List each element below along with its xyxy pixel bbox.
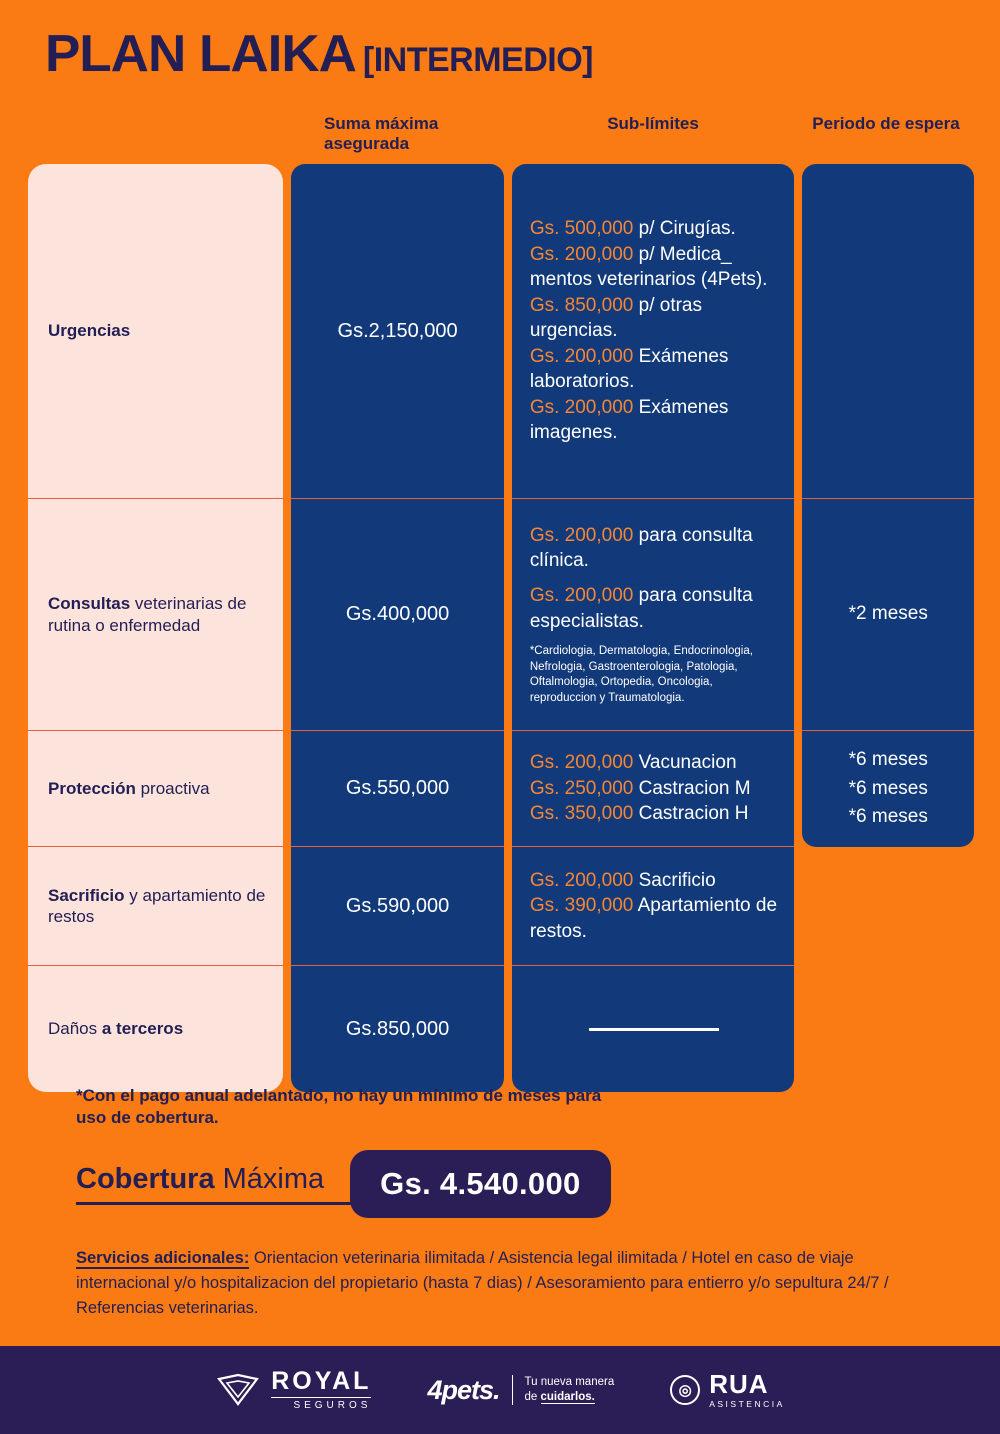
plan-tier-tag: [INTERMEDIO] (362, 41, 593, 79)
sublimit-text: Castracion M (633, 777, 751, 799)
espera-value: *2 meses (848, 603, 928, 625)
espera-value: *6 meses (848, 806, 928, 828)
sublimit-text: p/ otras urgencias. (529, 294, 703, 342)
servicios-text: Orientacion veterinaria ilimitada / Asistencia legal ilimitada / Hotel en caso de viaje internacional y/o hospitalizacion del propietario (hasta 7 dias) / Asesoramiento para entierro y/o sepultura 24/7 / Referencias veterinarias. (76, 1249, 889, 1317)
sublimits-cell-empty (512, 966, 795, 1092)
column-header-coverage (28, 112, 290, 164)
sublimit-text: Exámenes imagenes. (529, 396, 729, 444)
sublimit-text: p/ Cirugías. (633, 218, 736, 240)
sublimit-amount: Gs. 200,000 (529, 869, 634, 891)
column-header-espera: Periodo de espera (812, 114, 960, 133)
coverage-label-rest: proactiva (135, 778, 210, 798)
coverage-column (28, 164, 283, 1092)
rua-circle-icon: ◎ (670, 1375, 700, 1405)
espera-cell (802, 164, 974, 499)
rua-asistencia-logo (670, 1371, 785, 1409)
sublimit-text: para consulta clínica. (529, 524, 753, 572)
royal-name: ROYAL (271, 1367, 372, 1395)
fourpets-logo (427, 1375, 614, 1406)
fourpets-slogan-line2: de (524, 1391, 541, 1403)
table-row (28, 847, 283, 966)
rua-wordmark (709, 1371, 785, 1409)
suma-cell: Gs.400,000 (291, 499, 503, 731)
plan-name: PLAN LAIKA (44, 25, 356, 83)
sublimits-cell (512, 499, 795, 731)
rua-name: RUA (709, 1369, 769, 1400)
sublimit-amount: Gs. 390,000 (529, 895, 634, 917)
sublimits-cell (512, 164, 795, 499)
royal-wordmark (271, 1369, 371, 1411)
sublimit-amount: Gs. 850,000 (529, 294, 634, 316)
suma-cell: Gs.2,150,000 (291, 164, 503, 499)
sublimit-text: Castracion H (633, 803, 749, 825)
sublimit-text: Sacrificio (633, 869, 716, 891)
coverage-label-rest: Daños (48, 1019, 102, 1039)
sublimit-amount: Gs. 200,000 (529, 345, 634, 367)
suma-cell: Gs.590,000 (291, 847, 503, 966)
suma-cell: Gs.850,000 (345, 1017, 450, 1040)
royal-seguros-logo (215, 1369, 371, 1411)
sublimit-fineprint: *Cardiologia, Dermatologia, Endocrinologia, Nefrologia, Gastroenterologia, Patologia, Oftalmologia, Ortopedia, Oncologia, reproduccion y Traumatologia. (529, 645, 753, 704)
page-title (44, 24, 593, 84)
servicios-label: Servicios adicionales: (76, 1249, 250, 1267)
sublimits-cell (512, 731, 795, 847)
espera-cell (802, 731, 974, 847)
table-row (28, 499, 283, 731)
espera-column (802, 164, 974, 847)
table-row (28, 164, 283, 499)
footer-logos (0, 1346, 1000, 1434)
coverage-label-bold: Sacrificio (48, 885, 125, 905)
sublimits-cell (512, 847, 795, 966)
espera-value: *6 meses (848, 777, 928, 799)
suma-cell: Gs.550,000 (291, 731, 503, 847)
servicios-adicionales (76, 1246, 936, 1320)
sublimit-amount: Gs. 200,000 (529, 585, 634, 607)
coverage-label-bold: Urgencias (48, 321, 131, 341)
rua-sub: ASISTENCIA (709, 1399, 785, 1410)
sublimits-column (512, 164, 795, 1092)
royal-sub: SEGUROS (271, 1397, 371, 1411)
column-header-suma: Suma máxima asegurada (324, 114, 439, 153)
sublimit-text: p/ Medica_ mentos veterinarios (4Pets). (529, 243, 768, 291)
espera-cell (802, 499, 974, 731)
espera-value: *6 meses (848, 749, 928, 771)
sublimit-amount: Gs. 200,000 (529, 524, 634, 546)
cobertura-label (76, 1163, 384, 1205)
sublimit-text: Exámenes laboratorios. (529, 345, 729, 393)
sublimit-text: Apartamiento de restos. (529, 895, 778, 942)
table-row (28, 966, 283, 1092)
fourpets-slogan-line1: Tu nueva manera (524, 1376, 615, 1389)
suma-column (291, 164, 503, 1092)
footnote-text: *Con el pago anual adelantado, no hay un mínimo de meses para uso de cobertura. (76, 1086, 602, 1128)
sublimit-amount: Gs. 200,000 (529, 243, 634, 265)
coverage-label-bold: a terceros (101, 1019, 184, 1039)
table-header-row (28, 112, 974, 164)
cobertura-maxima (76, 1150, 611, 1218)
fourpets-wordmark: 4pets. (427, 1374, 500, 1405)
fourpets-slogan-bold: cuidarlos. (540, 1391, 595, 1403)
sublimit-text: Vacunacion (633, 752, 737, 774)
crown-icon (215, 1373, 261, 1407)
cobertura-label-bold: Cobertura (76, 1163, 215, 1195)
cobertura-amount-badge: Gs. 4.540.000 (350, 1150, 610, 1218)
empty-dash-icon (589, 1028, 719, 1031)
table-body (28, 164, 974, 1092)
sublimit-amount: Gs. 200,000 (529, 752, 634, 774)
sublimit-amount: Gs. 200,000 (529, 396, 634, 418)
column-header-sublimites: Sub-límites (607, 114, 699, 133)
coverage-label-bold: Protección (48, 778, 136, 798)
fourpets-slogan (512, 1375, 615, 1405)
coverage-table (28, 112, 974, 1092)
sublimit-amount: Gs. 350,000 (529, 803, 634, 825)
coverage-label-rest: veterinarias de rutina o enfermedad (48, 594, 247, 635)
sublimit-amount: Gs. 500,000 (529, 218, 634, 240)
coverage-label-bold: Consultas (48, 594, 131, 614)
table-row (28, 731, 283, 847)
sublimit-text: para consulta especialistas. (529, 585, 753, 632)
sublimit-amount: Gs. 250,000 (529, 777, 634, 799)
cobertura-label-rest: Máxima (214, 1163, 325, 1195)
coverage-label-rest: y apartamiento de restos (48, 885, 266, 926)
